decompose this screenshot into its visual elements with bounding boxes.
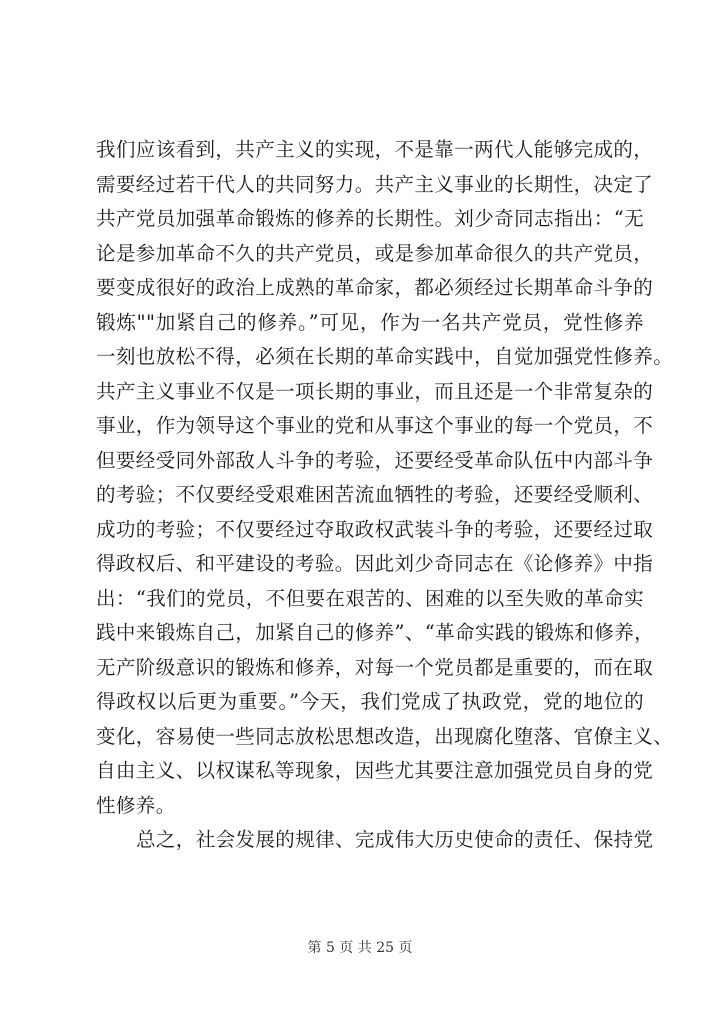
text-line: 无产阶级意识的锻炼和修养，对每一个党员都是重要的，而在取: [96, 655, 654, 679]
text-line: 需要经过若干代人的共同努力。共产主义事业的长期性，决定了: [96, 172, 654, 196]
text-line: 但要经受同外部敌人斗争的考验，还要经受革命队伍中内部斗争: [96, 448, 654, 472]
body-text: [96, 133, 674, 858]
text-line: 共产党员加强革命锻炼的修养的长期性。刘少奇同志指出：“无: [96, 207, 644, 230]
text-line: 共产主义事业不仅是一项长期的事业，而且还是一个非常复杂的: [96, 379, 654, 403]
text-line: 锻炼""加紧自己的修养。”可见，作为一名共产党员，党性修养: [96, 310, 644, 334]
paragraph: [96, 133, 674, 823]
text-line: 的考验；不仅要经受艰难困苦流血牺牲的考验，还要经受顺利、: [96, 483, 654, 506]
text-line: 践中来锻炼自己，加紧自己的修养”、“革命实践的锻炼和修养，: [96, 621, 655, 644]
text-line: 性修养。: [96, 793, 176, 817]
paragraph: [96, 823, 654, 858]
text-line: 一刻也放松不得，必须在长期的革命实践中，自觉加强党性修养。: [96, 345, 674, 368]
text-line: 我们应该看到，共产主义的实现，不是靠一两代人能够完成的，: [96, 138, 654, 161]
text-line: 论是参加革命不久的共产党员，或是参加革命很久的共产党员，: [96, 241, 654, 265]
text-line: 总之，社会发展的规律、完成伟大历史使命的责任、保持党: [136, 828, 654, 851]
text-line: 要变成很好的政治上成熟的革命家，都必须经过长期革命斗争的: [96, 276, 654, 299]
text-line: 变化，容易使一些同志放松思想改造，出现腐化堕落、官僚主义、: [96, 724, 674, 748]
text-line: 成功的考验；不仅要经过夺取政权武装斗争的考验，还要经过取: [96, 517, 654, 541]
page-number-footer: 第 5 页 共 25 页: [307, 940, 413, 956]
text-line: 自由主义、以权谋私等现象，因些尤其要注意加强党员自身的党: [96, 759, 654, 782]
text-line: 得政权以后更为重要。”今天，我们党成了执政党，党的地位的: [96, 690, 644, 713]
text-line: 事业，作为领导这个事业的党和从事这个事业的每一个党员，不: [96, 414, 654, 437]
text-line: 出：“我们的党员，不但要在艰苦的、困难的以至失败的革命实: [96, 586, 644, 610]
text-line: 得政权后、和平建设的考验。因此刘少奇同志在《论修养》中指: [96, 552, 654, 575]
